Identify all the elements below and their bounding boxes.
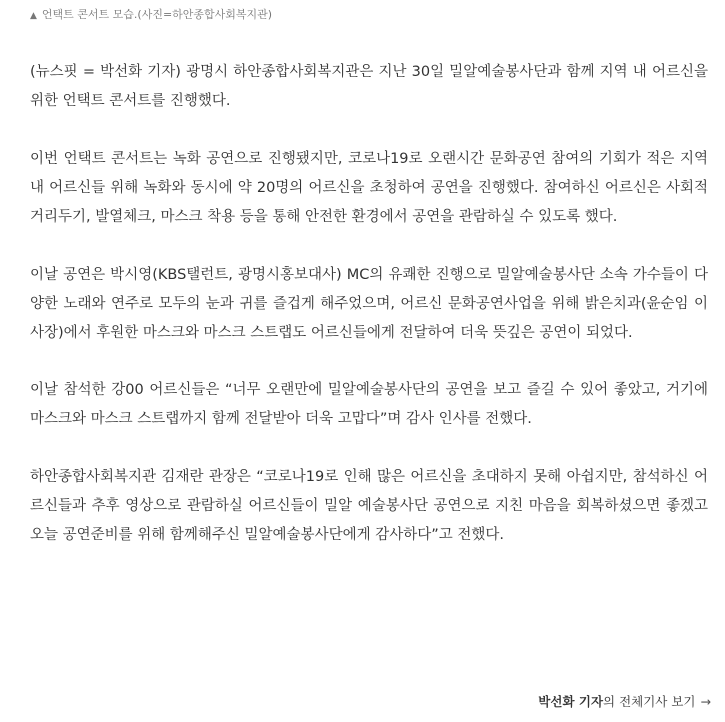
article-body bbox=[30, 58, 708, 579]
paragraph-2: 이번 언택트 콘서트는 녹화 공연으로 진행됐지만, 코로나19로 오랜시간 문화공연 참여의 기회가 적은 지역 내 어르신들 위해 녹화와 동시에 약 20명의 어르신을 초청하여 공연을 진행했다. 참여하신 어르신은 사회적거리두기, 발열체크, 마스크 착용 등을 통해 안전한 환경에서 공연을 관람하실 수 있도록 했다. bbox=[30, 150, 708, 225]
caption-text: 언택트 콘서트 모습.(사진=하안종합사회복지관) bbox=[41, 8, 273, 21]
paragraph-5: 하안종합사회복지관 김재란 관장은 “코로나19로 인해 많은 어르신을 초대하지 못해 아쉽지만, 참석하신 어르신들과 추후 영상으로 관람하실 어르신들이 밀알 예술봉사단 공연으로 지친 마음을 회복하셨으면 좋겠고 오늘 공연준비를 위해 함께해주신 밀알예술봉사단에게 감사하다”고 전했다. bbox=[30, 469, 708, 544]
triangle-up-icon: ▲ bbox=[30, 11, 37, 21]
author-name: 박선화 기자 bbox=[538, 694, 604, 709]
author-articles-link[interactable] bbox=[538, 694, 711, 710]
paragraph-1: (뉴스핏 = 박선화 기자) 광명시 하안종합사회복지관은 지난 30일 밀알예술봉사단과 함께 지역 내 어르신을 위한 언택트 콘서트를 진행했다. bbox=[30, 64, 708, 109]
paragraph-3: 이날 공연은 박시영(KBS탤런트, 광명시홍보대사) MC의 유쾌한 진행으로 밀알예술봉사단 소속 가수들이 다양한 노래와 연주로 모두의 눈과 귀를 즐겁게 해주었으며, 어르신 문화공연사업을 위해 밝은치과(윤순임 이사장)에서 후원한 마스크와 마스크 스트랩도 어르신들에게 전달하여 더욱 뜻깊은 공연이 되었다. bbox=[30, 266, 708, 341]
author-link-suffix: 의 전체기사 보기 bbox=[603, 694, 696, 709]
paragraph-4: 이날 참석한 강00 어르신들은 “너무 오랜만에 밀알예술봉사단의 공연을 보고 즐길 수 있어 좋았고, 거기에 마스크와 마스크 스트랩까지 함께 전달받아 더욱 고맙다”며 감사 인사를 전했다. bbox=[30, 382, 708, 428]
arrow-right-icon: → bbox=[700, 694, 711, 709]
photo-caption bbox=[30, 7, 272, 24]
